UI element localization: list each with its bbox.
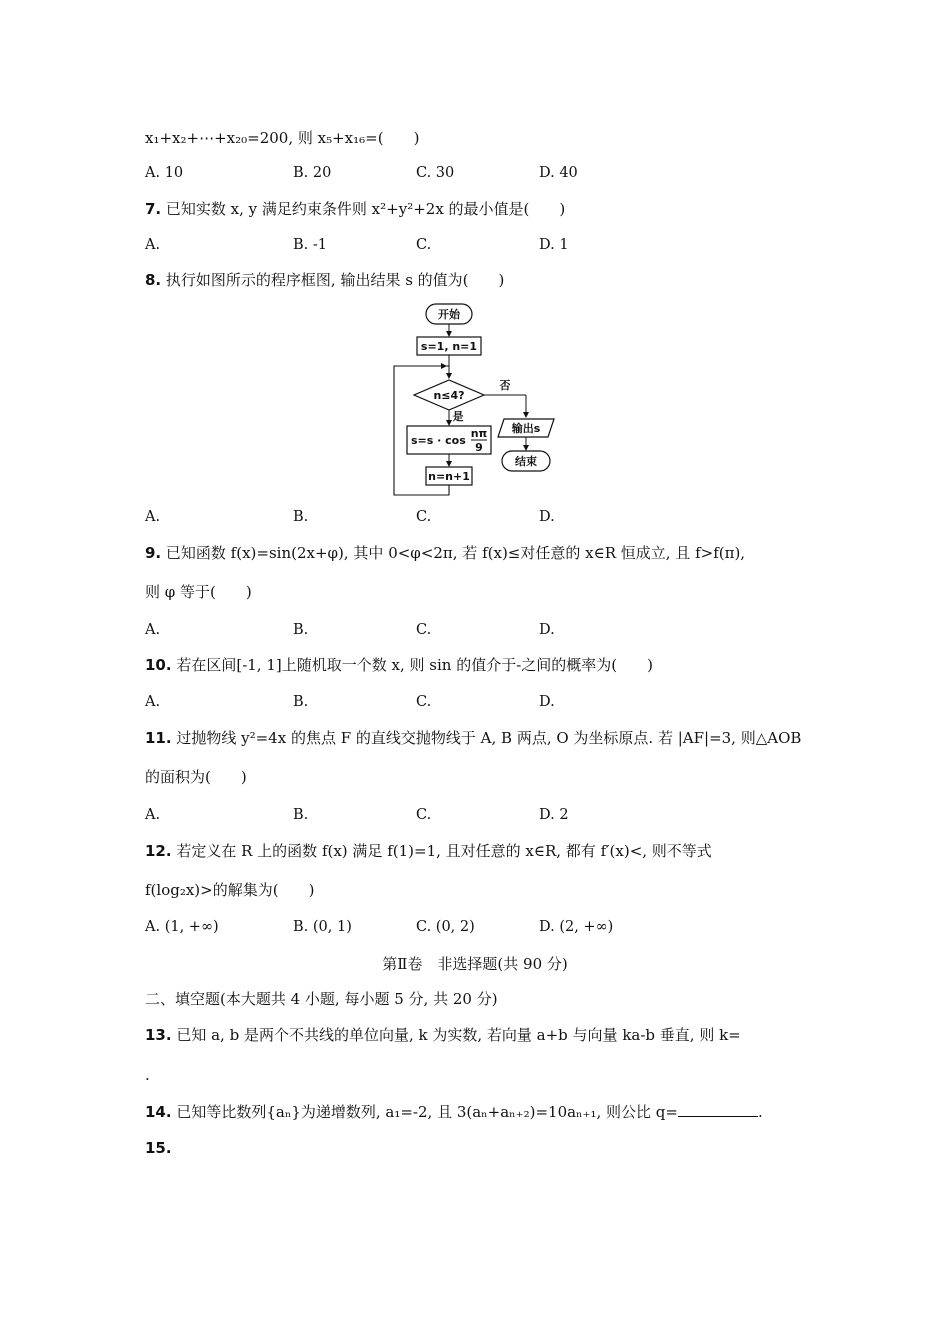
flowchart (390, 300, 570, 500)
question-text: 若定义在 R 上的函数 f(x) 满足 f(1)=1, 且对任意的 x∈R, 都有 f′(x)<, 则不等式 (171, 842, 712, 860)
question-text: 执行如图所示的程序框图, 输出结果 s 的值为( ) (161, 271, 505, 289)
option-a: A. (145, 694, 161, 710)
option-c: C. (0, 2) (416, 919, 475, 935)
question-number: 11. (145, 729, 172, 747)
q7-options (145, 235, 805, 255)
option-d: D. 1 (539, 237, 569, 253)
question-10 (145, 655, 653, 675)
option-a: A. 10 (145, 165, 184, 181)
option-b: B. (293, 807, 309, 823)
question-number: 8. (145, 271, 162, 289)
q6-tail: x₁+x₂+⋯+x₂₀=200, 则 x₅+x₁₆=( ) (145, 129, 420, 147)
question-number: 7. (145, 200, 162, 218)
option-c: C. (416, 622, 432, 638)
q6-options (145, 163, 805, 183)
question-11 (145, 728, 801, 748)
condition-label: n≤4? (433, 389, 465, 402)
fraction-denominator: 9 (475, 441, 483, 454)
option-b: B. (293, 694, 309, 710)
question-text: 已知函数 f(x)=sin(2x+φ), 其中 0<φ<2π, 若 f(x)≤对任意的 x∈R 恒成立, 且 f>f(π), (161, 544, 746, 562)
question-11-line2: 的面积为( ) (145, 768, 247, 786)
option-d: D. (2, +∞) (539, 919, 614, 935)
option-a: A. (1, +∞) (145, 919, 219, 935)
update-s-label: s=s · cos (411, 434, 466, 447)
q9-options (145, 620, 805, 640)
question-9 (145, 543, 745, 563)
option-c: C. (416, 694, 432, 710)
question-13 (145, 1025, 741, 1045)
option-d: D. 2 (539, 807, 569, 823)
answer-blank[interactable] (678, 1102, 758, 1117)
option-d: D. 40 (539, 165, 578, 181)
question-text: 已知等比数列{aₙ}为递增数列, a₁=-2, 且 3(aₙ+aₙ₊₂)=10aₙ₊₁, 则公比 q= (171, 1103, 678, 1121)
question-8 (145, 270, 504, 290)
option-b: B. 20 (293, 165, 332, 181)
question-number: 13. (145, 1026, 172, 1044)
part-title: 二、填空题(本大题共 4 小题, 每小题 5 分, 共 20 分) (145, 990, 498, 1008)
question-number: 15. (145, 1139, 172, 1157)
question-tail: . (757, 1103, 763, 1121)
option-a: A. (145, 622, 161, 638)
question-text: 若在区间[-1, 1]上随机取一个数 x, 则 sin 的值介于-之间的概率为( ) (171, 656, 653, 674)
option-a: A. (145, 509, 161, 525)
option-a: A. (145, 807, 161, 823)
option-b: B. -1 (293, 237, 327, 253)
question-13-line2: . (145, 1066, 150, 1084)
start-label: 开始 (438, 308, 460, 321)
q10-options (145, 692, 805, 712)
option-d: D. (539, 694, 555, 710)
init-label: s=1, n=1 (420, 340, 478, 353)
question-9-line2: 则 φ 等于( ) (145, 583, 252, 601)
question-number: 9. (145, 544, 162, 562)
q11-options (145, 805, 805, 825)
question-text: 过抛物线 y²=4x 的焦点 F 的直线交抛物线于 A, B 两点, O 为坐标原点. 若 |AF|=3, 则△AOB (171, 729, 802, 747)
question-text: 已知 a, b 是两个不共线的单位向量, k 为实数, 若向量 a+b 与向量 ka-b 垂直, 则 k= (171, 1026, 741, 1044)
option-c: C. (416, 237, 432, 253)
option-b: B. (293, 509, 309, 525)
question-7 (145, 199, 565, 219)
fraction-numerator: nπ (470, 427, 488, 440)
question-12-line2: f(log₂x)>的解集为( ) (145, 881, 315, 899)
question-number: 12. (145, 842, 172, 860)
output-label: 输出s (511, 422, 541, 435)
end-label: 结束 (515, 455, 537, 468)
question-number: 10. (145, 656, 172, 674)
question-number: 14. (145, 1103, 172, 1121)
increment-label: n=n+1 (428, 470, 470, 483)
option-c: C. (416, 509, 432, 525)
question-text: 已知实数 x, y 满足约束条件则 x²+y²+2x 的最小值是( ) (161, 200, 566, 218)
option-c: C. 30 (416, 165, 455, 181)
option-d: D. (539, 509, 555, 525)
question-15 (145, 1138, 172, 1158)
option-b: B. (0, 1) (293, 919, 352, 935)
question-14 (145, 1102, 763, 1122)
q8-options (145, 507, 805, 527)
option-a: A. (145, 237, 161, 253)
option-c: C. (416, 807, 432, 823)
yes-label: 是 (452, 410, 464, 423)
no-label: 否 (499, 379, 511, 392)
q12-options (145, 917, 805, 937)
section-title: 第Ⅱ卷 非选择题(共 90 分) (382, 955, 568, 973)
question-12 (145, 841, 712, 861)
option-d: D. (539, 622, 555, 638)
option-b: B. (293, 622, 309, 638)
